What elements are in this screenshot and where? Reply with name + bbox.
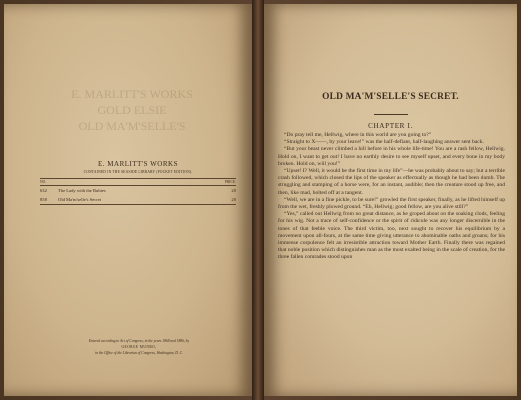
paragraph: “Do pray tell me, Hellwig, where in this world are you going to?” bbox=[284, 132, 432, 138]
list-item: 858 Old Ma'm'selle's Secret 20 bbox=[40, 197, 236, 202]
title-divider bbox=[374, 114, 408, 115]
book-spine bbox=[252, 0, 264, 400]
works-subtitle: CONTAINED IN THE SEASIDE LIBRARY (POCKET EDITION). bbox=[83, 170, 193, 174]
list-item: 632 The Lady with the Rubies 20 bbox=[40, 188, 236, 193]
works-title: E. MARLITT'S WORKS bbox=[98, 160, 178, 168]
column-price: PRICE. bbox=[224, 180, 236, 184]
chapter-heading: CHAPTER I. bbox=[368, 122, 413, 130]
works-list bbox=[40, 160, 236, 205]
divider bbox=[40, 204, 236, 205]
right-page bbox=[264, 4, 517, 396]
show-through-text: E. MARLITT'S WORKS GOLD ELSIE OLD MA'M'SELLE'S bbox=[71, 87, 193, 133]
paragraph: “But your beast never climbed a hill before in his whole life-time! You are a rash fellow, Hellwig. Hold on, I want to get out! I have no earthly desire to see myself upset, and every bone in my body broken. Hold on, will you!” bbox=[278, 146, 505, 167]
paragraph: “Straight to X——, by your leave!” was the half-defiant, half-laughing answer sent back. bbox=[284, 139, 484, 146]
body-text bbox=[278, 132, 505, 262]
paragraph: “Well, we are in a fine pickle, to be sure!” growled the first speaker, finally, as he lifted himself up from the wet, freshly plowed ground. “Eh, Hellwig; good fellow, are you alive still?” bbox=[278, 196, 505, 211]
column-number: NO. bbox=[40, 180, 47, 184]
paragraph: “Upset! I? Well, it would be the first time in my life”—he was probably about to say; but a terrible crash followed, which closed the lips of the speaker as effectually as though he had been dumb. The struggling and stamping of a horse were, for an instant, audible; then the creature stood up free, and then, like mad, bolted off at a tangent. bbox=[278, 168, 505, 196]
paragraph: “Yes,” called out Hellwig from no great distance, as he groped about on the soaking clods, feeling for his wig. Not a trace of self-confidence or the spirit of ridicule was any longer discernible in the tones of that feeble voice. The third victim, too, next sought to recover his equilibrium by a movement upon all-fours, at the same time giving utterance to abominable oaths and groans; for his immense corpulence felt an irresistible attraction toward Mother Earth. Finally there was regained that noble position which distinguishes man as the most exalted being in the scale of creation, for the three fallen comrades stood upon bbox=[278, 211, 505, 261]
left-page bbox=[4, 4, 252, 396]
copyright-notice: Entered according to Act of Congress, in the years 1868 and 1886, by GEORGE MUNRO, in the Office of the Librarian of Congress, Washington, D. C. bbox=[88, 339, 190, 355]
book-title: OLD MA'M'SELLE'S SECRET. bbox=[322, 92, 459, 102]
